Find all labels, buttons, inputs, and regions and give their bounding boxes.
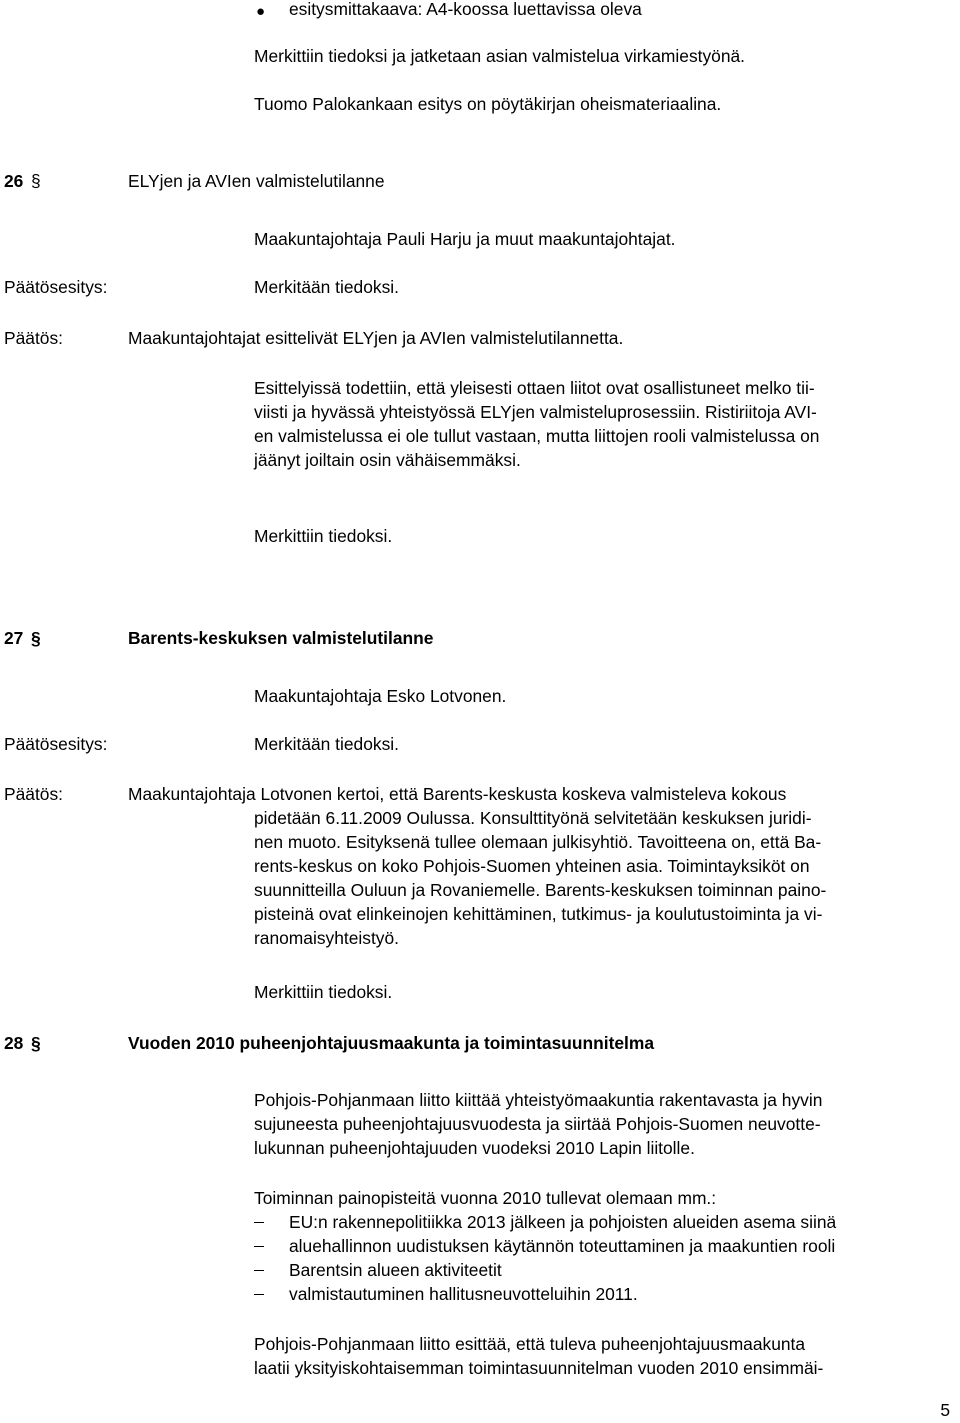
top-line-2: Tuomo Palokankaan esitys on pöytäkirjan oheismateriaalina. — [254, 94, 722, 114]
section-26-proposal-label: Päätösesitys: — [4, 277, 108, 297]
section-27-paragraph-line: nen muoto. Esityksenä tullee olemaan julkisyhtiö. Tavoitteena on, että Ba- — [254, 832, 822, 852]
section-27-presenter: Maakuntajohtaja Esko Lotvonen. — [254, 686, 507, 706]
section-27-proposal-label: Päätösesitys: — [4, 734, 108, 754]
section-28-list-intro: Toiminnan painopisteitä vuonna 2010 tullevat olemaan mm.: — [254, 1188, 717, 1208]
section-26-title: ELYjen ja AVIen valmistelutilanne — [128, 171, 385, 191]
dash-bullet — [254, 1270, 264, 1271]
section-26-decision-first: Maakuntajohtajat esittelivät ELYjen ja AVIen valmistelutilannetta. — [128, 328, 624, 348]
section-28-paragraph2-line: Pohjois-Pohjanmaan liitto esittää, että tuleva puheenjohtajuusmaakunta — [254, 1334, 806, 1354]
section-26-decision-label: Päätös: — [4, 328, 63, 348]
section-27-proposal: Merkitään tiedoksi. — [254, 734, 399, 754]
section-27-title: Barents-keskuksen valmistelutilanne — [128, 628, 434, 648]
section-27-paragraph-line: suunnitteilla Ouluun ja Rovaniemelle. Barents-keskuksen toiminnan paino- — [254, 880, 827, 900]
section-26-proposal: Merkitään tiedoksi. — [254, 277, 399, 297]
list-item: aluehallinnon uudistuksen käytännön toteuttaminen ja maakuntien rooli — [289, 1236, 836, 1256]
section-26-paragraph-line: viisti ja hyvässä yhteistyössä ELYjen valmisteluprosessiin. Ristiriitoja AVI- — [254, 402, 817, 422]
section-27-symbol: § — [31, 628, 41, 648]
section-26-number: 26 — [4, 171, 24, 191]
page-number: 5 — [940, 1400, 950, 1420]
section-26-paragraph-line: jäänyt joiltain osin vähäisemmäksi. — [254, 450, 521, 470]
list-item: Barentsin alueen aktiviteetit — [289, 1260, 502, 1280]
section-28-title: Vuoden 2010 puheenjohtajuusmaakunta ja toimintasuunnitelma — [128, 1033, 654, 1053]
section-27-paragraph-line: ranomaisyhteistyö. — [254, 928, 399, 948]
bullet-dot: ● — [256, 3, 266, 20]
section-27-number: 27 — [4, 628, 24, 648]
list-item: EU:n rakennepolitiikka 2013 jälkeen ja pohjoisten alueiden asema siinä — [289, 1212, 837, 1232]
section-27-paragraph-line: pisteinä ovat elinkeinojen kehittäminen, tutkimus- ja koulutustoiminta ja vi- — [254, 904, 823, 924]
dash-bullet — [254, 1222, 264, 1223]
section-27-paragraph-line: rents-keskus on koko Pohjois-Suomen yhteinen asia. Toimintayksiköt on — [254, 856, 810, 876]
section-27-paragraph-line: pidetään 6.11.2009 Oulussa. Konsulttityönä selvitetään keskuksen juridi- — [254, 808, 812, 828]
section-28-number: 28 — [4, 1033, 24, 1053]
section-28-paragraph-line: Pohjois-Pohjanmaan liitto kiittää yhteistyömaakuntia rakentavasta ja hyvin — [254, 1090, 823, 1110]
top-line-1: Merkittiin tiedoksi ja jatketaan asian valmistelua virkamiestyönä. — [254, 46, 746, 66]
dash-bullet — [254, 1294, 264, 1295]
section-28-paragraph2-line: laatii yksityiskohtaisemman toimintasuunnitelman vuoden 2010 ensimmäi- — [254, 1358, 824, 1378]
section-28-paragraph-line: sujuneesta puheenjohtajuusvuodesta ja siirtää Pohjois-Suomen neuvotte- — [254, 1114, 821, 1134]
section-26-noted: Merkittiin tiedoksi. — [254, 526, 393, 546]
section-27-noted: Merkittiin tiedoksi. — [254, 982, 393, 1002]
top-bullet-text: esitysmittakaava: A4-koossa luettavissa oleva — [289, 0, 642, 19]
dash-bullet — [254, 1246, 264, 1247]
list-item: valmistautuminen hallitusneuvotteluihin 2011. — [289, 1284, 638, 1304]
section-26-paragraph-line: en valmistelussa ei ole tullut vastaan, mutta liittojen rooli valmistelussa on — [254, 426, 820, 446]
section-27-decision-first: Maakuntajohtaja Lotvonen kertoi, että Barents-keskusta koskeva valmisteleva kokous — [128, 784, 787, 804]
section-28-paragraph-line: lukunnan puheenjohtajuuden vuodeksi 2010 Lapin liitolle. — [254, 1138, 695, 1158]
section-28-symbol: § — [31, 1033, 41, 1053]
section-26-symbol: § — [31, 171, 41, 191]
section-26-presenter: Maakuntajohtaja Pauli Harju ja muut maakuntajohtajat. — [254, 229, 676, 249]
section-26-paragraph-line: Esittelyissä todettiin, että yleisesti ottaen liitot ovat osallistuneet melko tii- — [254, 378, 815, 398]
section-27-decision-label: Päätös: — [4, 784, 63, 804]
